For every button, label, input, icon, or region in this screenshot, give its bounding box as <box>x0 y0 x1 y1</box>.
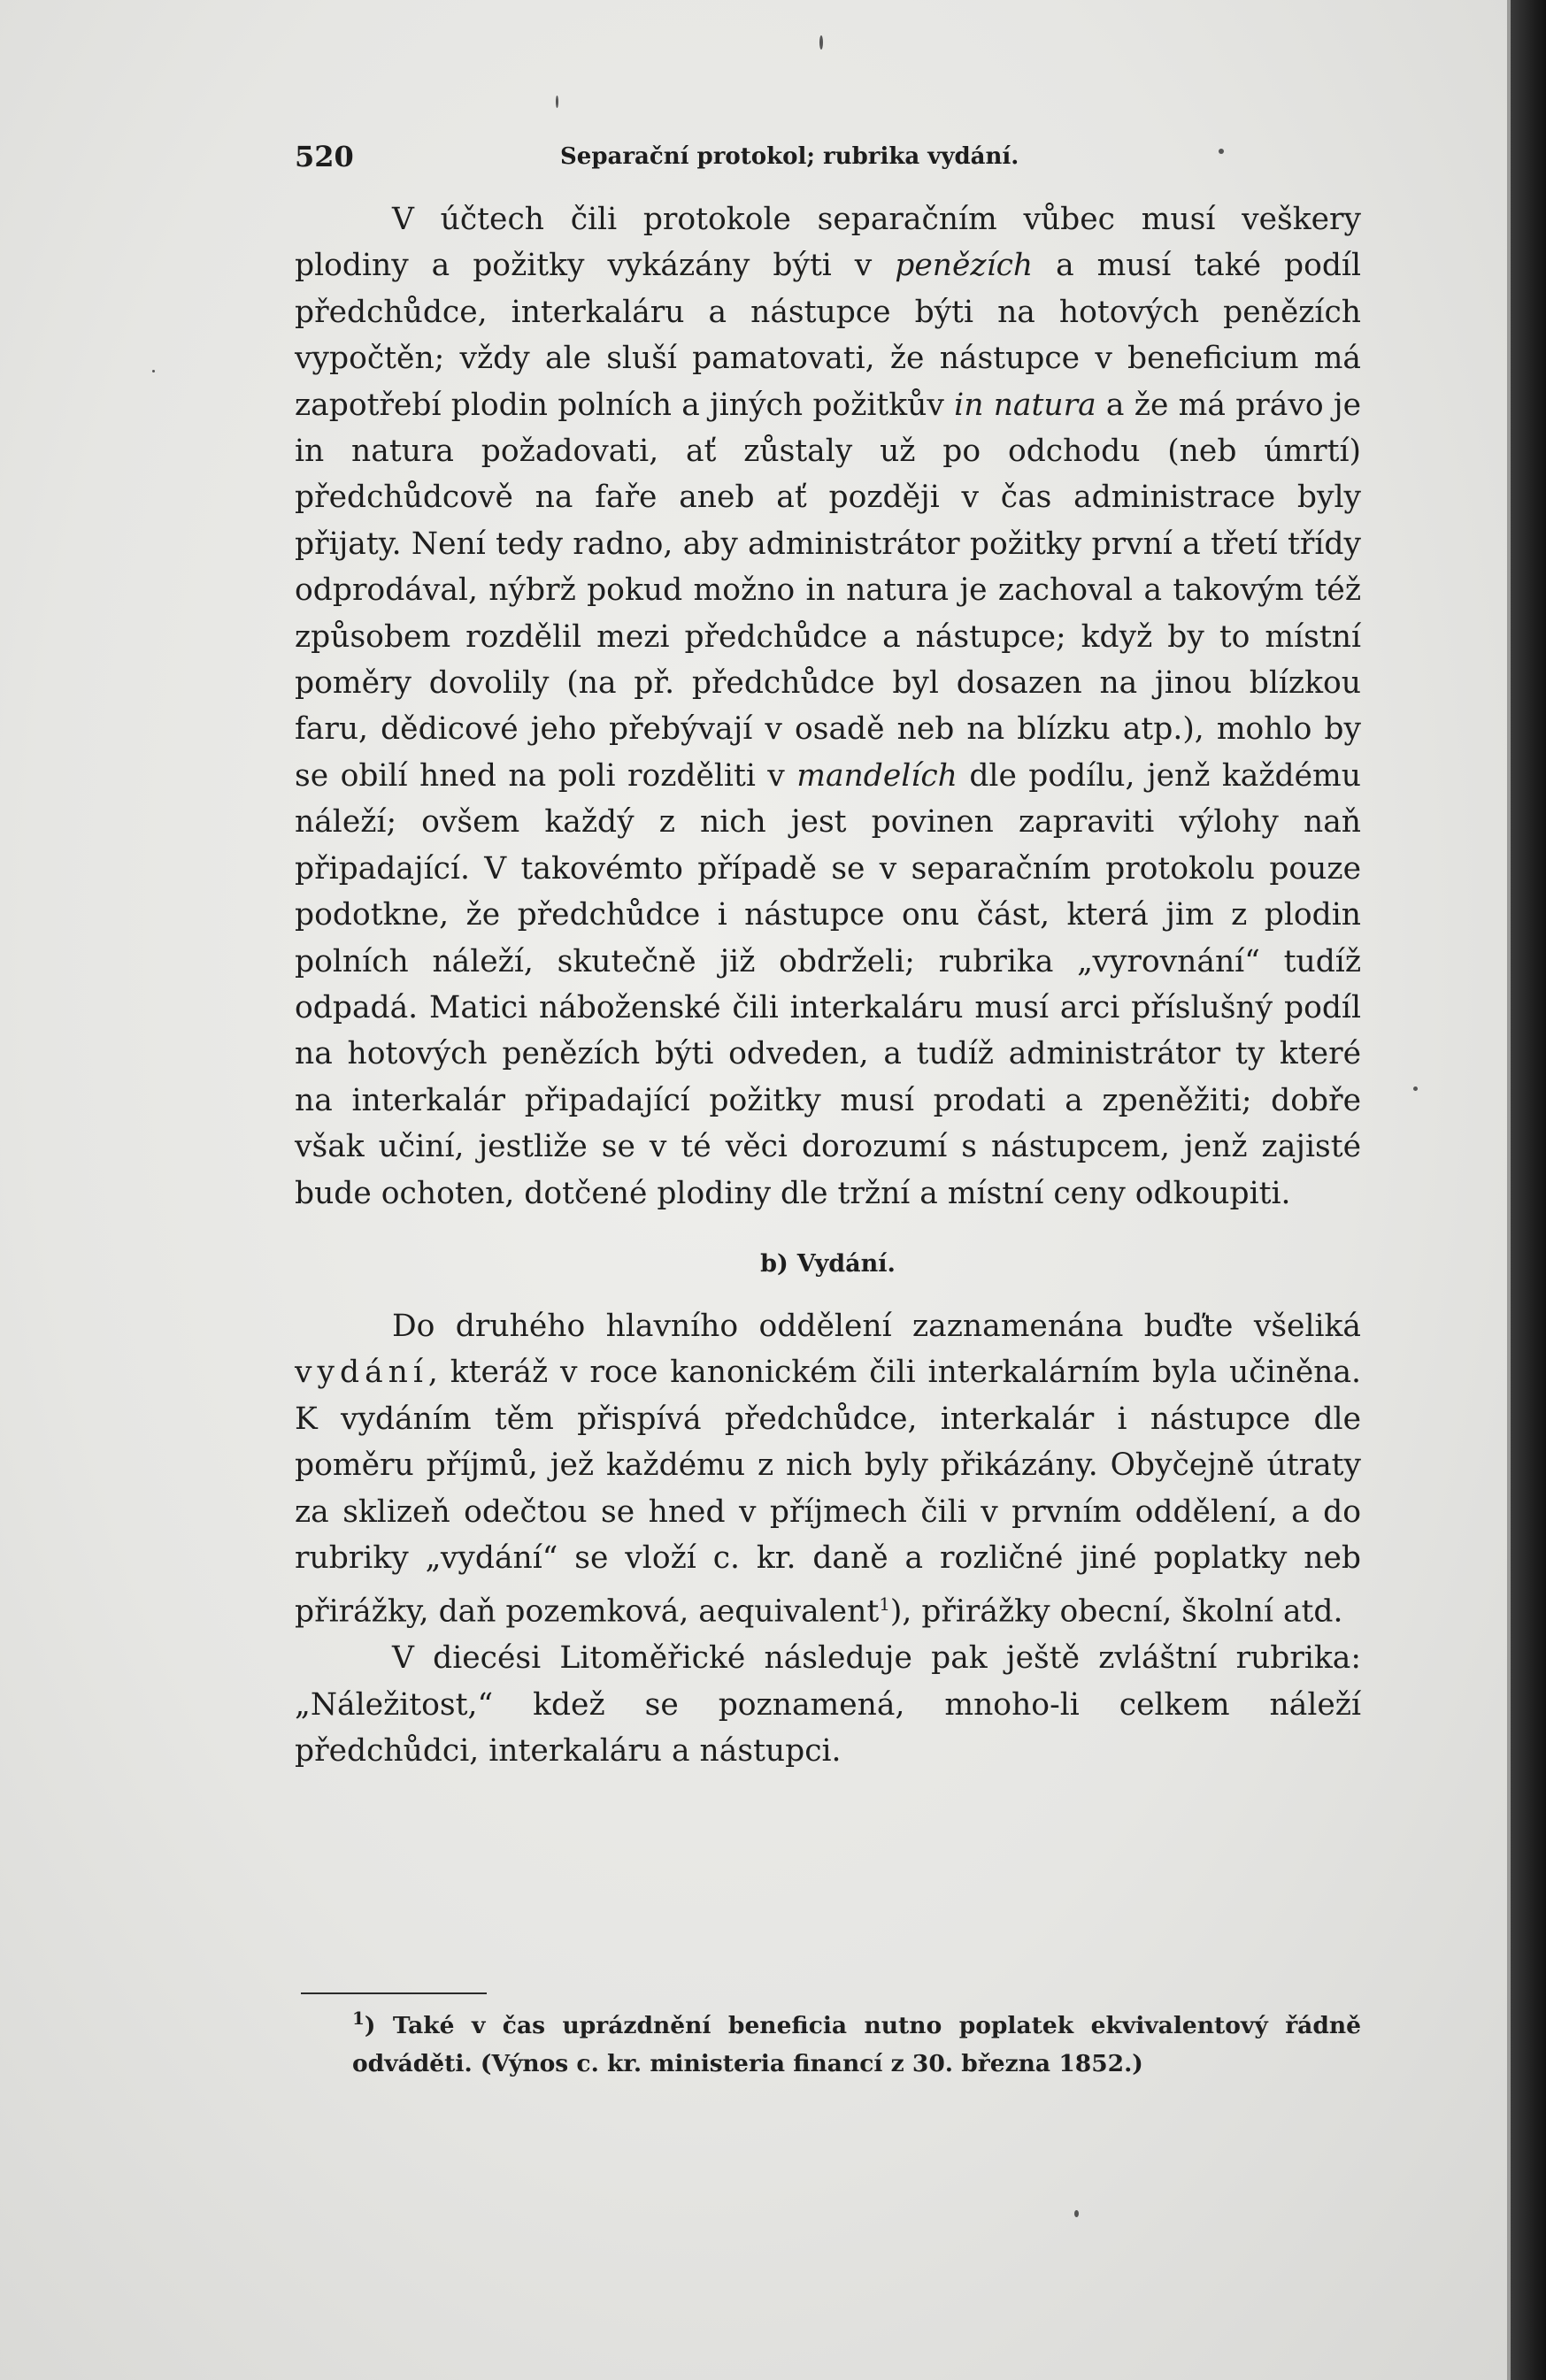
page-header <box>295 140 1374 175</box>
scan-speck <box>819 35 823 50</box>
paragraph-2 <box>295 1303 1361 1635</box>
scan-speck <box>1219 149 1224 154</box>
paragraph-1 <box>295 196 1361 1217</box>
paragraph-3: V diecési Litoměřické následuje pak ještě zvláštní rubrika: „Náležitost,“ kdež se poznamená, mnoho-li celkem náleží předchůdci, interkaláru a nástupci. <box>295 1640 1361 1770</box>
page-number: 520 <box>295 140 354 173</box>
paragraph-1-text: a že má právo je in natura požadovati, ať zůstaly už po odchodu (neb úmrtí) předchůdcově na faře aneb ať později v čas administrace byly přijaty. Není tedy radno, aby administrátor požitky první a třetí třídy odprodával, nýbrž pokud možno in natura je zachoval a takovým též způsobem rozdělil mezi předchůdce a nástupce; když by to místní poměry dovolily (na př. předchůdce byl dosazen na jinou blízkou faru, dědicové jeho přebývají v osadě neb na blízku atp.), mohlo by se obilí hned na poli rozděliti v <box>295 387 1361 794</box>
paragraph-2-text: ), přirážky obecní, školní atd. <box>889 1593 1343 1630</box>
scan-border <box>1511 0 1546 2380</box>
section-heading <box>295 1241 1361 1287</box>
footnote-text: ) Také v čas uprázdnění beneficia nutno poplatek ekvivalentový řádně odváděti. (Výnos c. kr. ministeria financí z 30. března 1852.) <box>352 2012 1361 2077</box>
spaced-term-vydani: vydání <box>295 1355 428 1391</box>
italic-term-in-natura: in natura <box>954 387 1096 423</box>
scan-speck <box>152 370 155 372</box>
paragraph-1-text: dle podílu, jenž každému náleží; ovšem každý z nich jest povinen zapraviti výlohy naň připadající. V takovémto případě se v separačním protokolu pouze podotkne, že předchůdce i nástupce onu část, která jim z plodin polních náleží, skutečně již obdrželi; rubrika „vyrovnání“ tudíž odpadá. Matici náboženské čili interkaláru musí arci příslušný podíl na hotových penězích býti odveden, a tudíž administrátor ty které na interkalár připadající požitky musí prodati a zpeněžiti; dobře však učiní, jestliže se v té věci dorozumí s nástupcem, jenž zajisté bude ochoten, dotčené plodiny dle tržní a místní ceny odkoupiti. <box>295 757 1361 1211</box>
paragraph-1-text: V účtech čili protokole separačním vůbec musí veškery plodiny a požitky vykázány býti v <box>295 202 1361 284</box>
scan-speck <box>556 96 558 108</box>
section-title: Vydání. <box>796 1249 896 1278</box>
footnote-divider <box>301 1992 487 1994</box>
paragraph-2-text: Do druhého hlavního oddělení zaznamenána buďte všeliká <box>392 1308 1361 1344</box>
scan-speck <box>1413 1086 1418 1091</box>
scan-speck <box>1074 2210 1079 2217</box>
paragraph-1-text: a musí také podíl předchůdce, interkaláru a nástupce býti na hotových penězích vypočtěn; vždy ale sluší pamatovati, že nástupce v beneficium má zapotřebí plodin polních a jiných požitkův <box>295 248 1361 423</box>
italic-term-mandelich: mandelích <box>796 757 958 794</box>
italic-term-penezich: penězích <box>895 248 1034 284</box>
footnote <box>352 2007 1361 2083</box>
section-label: b) <box>760 1249 788 1278</box>
footnote-reference: 1 <box>879 1593 890 1616</box>
paragraph-2-text: , kteráž v roce kanonickém čili interkalárním byla učiněna. K vydáním těm přispívá předchůdce, interkalár i nástupce dle poměru příjmů, jež každému z nich byly přikázány. Obyčejně útraty za sklizeň odečtou se hned v příjmech čili v prvním oddělení, a do rubriky „vydání“ se vloží c. kr. daně a rozličné jiné poplatky neb přirážky, daň pozemková, aequivalent <box>295 1355 1361 1630</box>
footnote-mark: 1 <box>352 2008 365 2030</box>
running-head: Separační protokol; rubrika vydání. <box>560 143 1019 170</box>
body-text <box>295 196 1361 1775</box>
